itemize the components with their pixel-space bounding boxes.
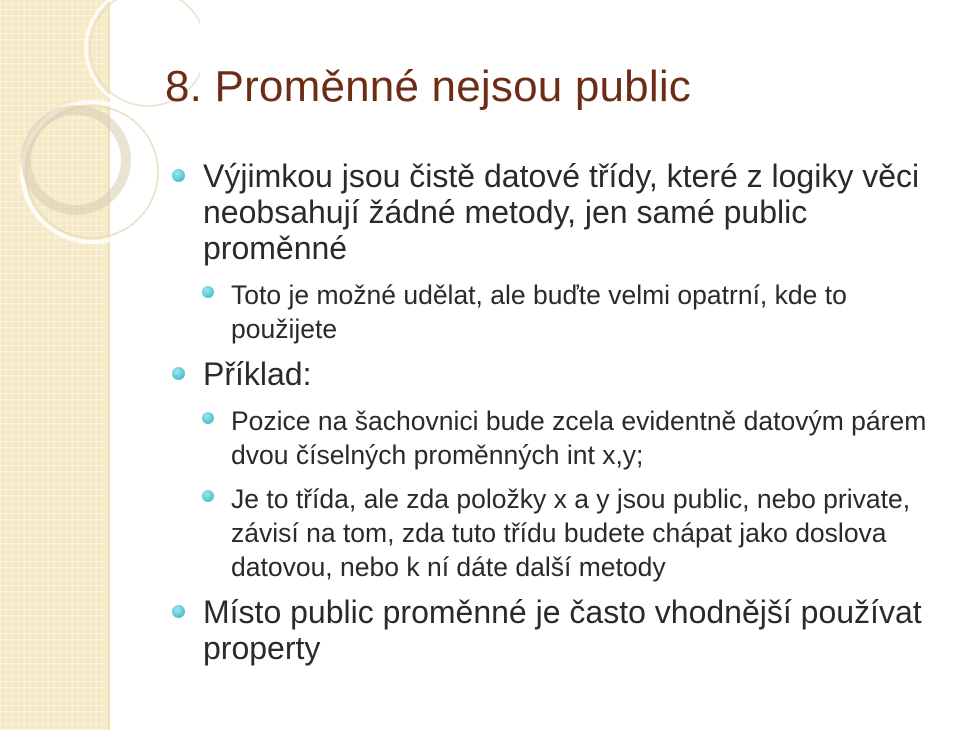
sub-bullet-item — [172, 404, 952, 472]
bullet-icon — [202, 490, 214, 502]
slide-title: 8. Proměnné nejsou public — [165, 62, 691, 111]
bullet-icon — [172, 367, 185, 380]
bullet-icon — [172, 169, 185, 182]
sub-bullet-text: Je to třída, ale zda položky x a y jsou public, nebo private, závisí na tom, zda tuto třídu budete chápat jako doslova datovou, nebo k ní dáte další metody — [231, 484, 911, 582]
bullet-text: Místo public proměnné je často vhodnější používat property — [203, 594, 922, 666]
decorative-rings — [0, 0, 200, 260]
bullet-icon — [202, 412, 214, 424]
sub-bullet-text: Toto je možné udělat, ale buďte velmi opatrní, kde to použijete — [231, 280, 847, 344]
bullet-icon — [172, 605, 185, 618]
sub-bullet-item — [172, 482, 952, 584]
sub-bullet-text: Pozice na šachovnici bude zcela evidentně datovým párem dvou číselných proměnných int x,y; — [231, 406, 927, 470]
bullet-icon — [202, 286, 214, 298]
bullet-item — [172, 356, 952, 392]
bullet-item — [172, 594, 952, 666]
sub-bullet-item — [172, 278, 952, 346]
bullet-text: Výjimkou jsou čistě datové třídy, které z logiky věci neobsahují žádné metody, jen samé public proměnné — [203, 158, 920, 266]
slide-content — [172, 158, 952, 678]
bullet-text: Příklad: — [203, 356, 312, 392]
bullet-item — [172, 158, 952, 266]
